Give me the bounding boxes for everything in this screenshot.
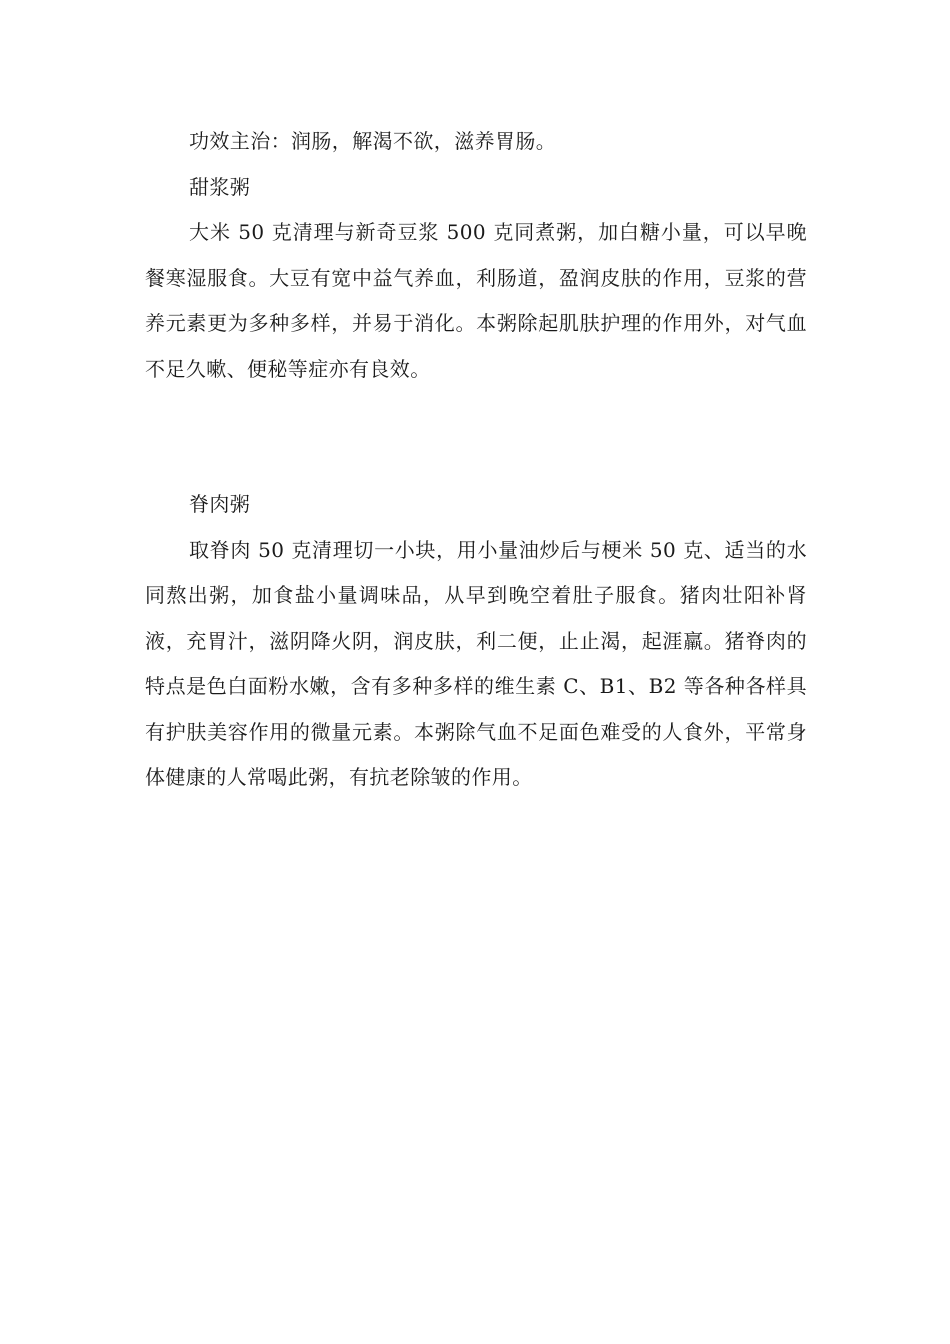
document-content <box>145 119 807 801</box>
section-spacer <box>145 392 807 482</box>
section-title-sweet-soymilk-porridge: 甜浆粥 <box>189 174 251 199</box>
section-body-sweet-soymilk-porridge: 大米 50 克清理与新奇豆浆 500 克同煮粥，加白糖小量，可以早晚餐寒湿服食。大豆有宽中益气养血，利肠道，盈润皮肤的作用，豆浆的营养元素更为多种多样，并易于消化。本粥除起肌肤护理的作用外，对气血不足久嗽、便秘等症亦有良效。 <box>145 220 807 381</box>
section-title-pork-loin-porridge: 脊肉粥 <box>189 492 251 516</box>
section-body-pork-loin-porridge: 取脊肉 50 克清理切一小块，用小量油炒后与梗米 50 克、适当的水同熬出粥，加食盐小量调味品，从早到晚空着肚子服食。猪肉壮阳补肾液，充胃汁，滋阴降火阴，润皮肤，利二便，止止渴，起涯羸。猪脊肉的特点是色白面粉水嫩，含有多种多样的维生素 C、B1、B2 等各种各样具有护肤美容作用的微量元素。本粥除气血不足面色难受的人食外，平常身体健康的人常喝此粥，有抗老除皱的作用。 <box>145 537 807 789</box>
efficacy-paragraph: 功效主治：润肠，解渴不欲，滋养胃肠。 <box>189 129 557 153</box>
